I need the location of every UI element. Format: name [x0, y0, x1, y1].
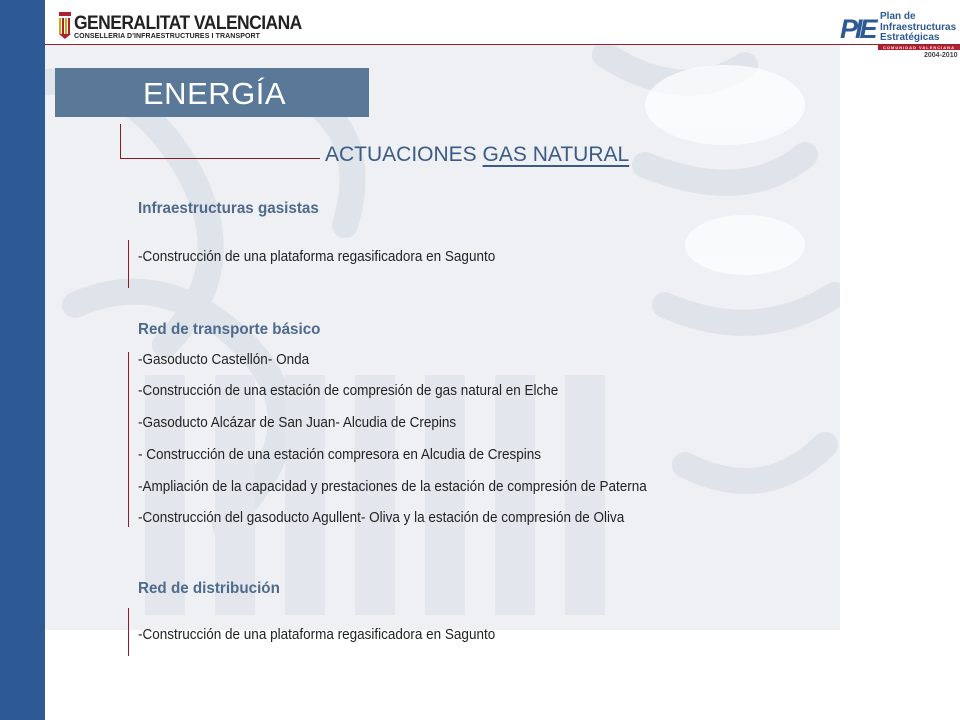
pie-logo — [838, 10, 960, 66]
subheading-gas-natural: GAS NATURAL — [482, 143, 630, 166]
pie-logo-text — [880, 12, 956, 44]
pie-region-band: COMUNIDAD VALENCIANA — [878, 45, 960, 50]
page-title: ENERGÍA — [143, 76, 287, 111]
title-bracket-horizontal — [120, 158, 320, 159]
list-item: -Construcción de una estación de compresión de gas natural en Elche — [138, 382, 559, 399]
pie-years: 2004-2010 — [924, 52, 958, 59]
title-banner — [55, 68, 369, 117]
section-subheading — [325, 143, 629, 167]
organization-name: GENERALITAT VALENCIANA — [74, 13, 302, 34]
pie-line-3: Estratégicas — [880, 32, 940, 43]
generalitat-logo — [58, 10, 302, 42]
organization-subtitle: CONSELLERIA D'INFRAESTRUCTURES I TRANSPORT — [74, 33, 261, 40]
heading-red-distribucion: Red de distribución — [138, 580, 280, 597]
heading-red-transporte-basico: Red de transporte básico — [138, 321, 321, 338]
section-3-marker — [128, 608, 129, 656]
list-item: -Gasoducto Castellón- Onda — [138, 351, 310, 368]
header-divider — [45, 44, 960, 45]
list-item: -Construcción de una plataforma regasificadora en Sagunto — [138, 626, 496, 643]
pie-line-2: Infraestructuras — [880, 21, 957, 33]
list-item: - Construcción de una estación compresora en Alcudia de Crespins — [138, 446, 541, 463]
title-bracket-vertical — [120, 124, 121, 159]
left-accent-bar — [0, 0, 45, 720]
heading-infraestructuras-gasistas: Infraestructuras gasistas — [138, 200, 319, 217]
list-item: -Ampliación de la capacidad y prestaciones de la estación de compresión de Paterna — [138, 478, 647, 495]
pie-logo-mark: PIE — [840, 14, 875, 44]
section-2-marker — [128, 352, 129, 527]
generalitat-emblem-icon — [58, 10, 72, 40]
list-item: -Construcción de una plataforma regasificadora en Sagunto — [138, 248, 496, 265]
pie-line-1: Plan de — [880, 11, 916, 22]
list-item: -Construcción del gasoducto Agullent- Oliva y la estación de compresión de Oliva — [138, 509, 625, 526]
section-1-marker — [128, 240, 129, 288]
list-item: -Gasoducto Alcázar de San Juan- Alcudia de Crepins — [138, 414, 457, 431]
subheading-prefix: ACTUACIONES — [325, 143, 483, 166]
